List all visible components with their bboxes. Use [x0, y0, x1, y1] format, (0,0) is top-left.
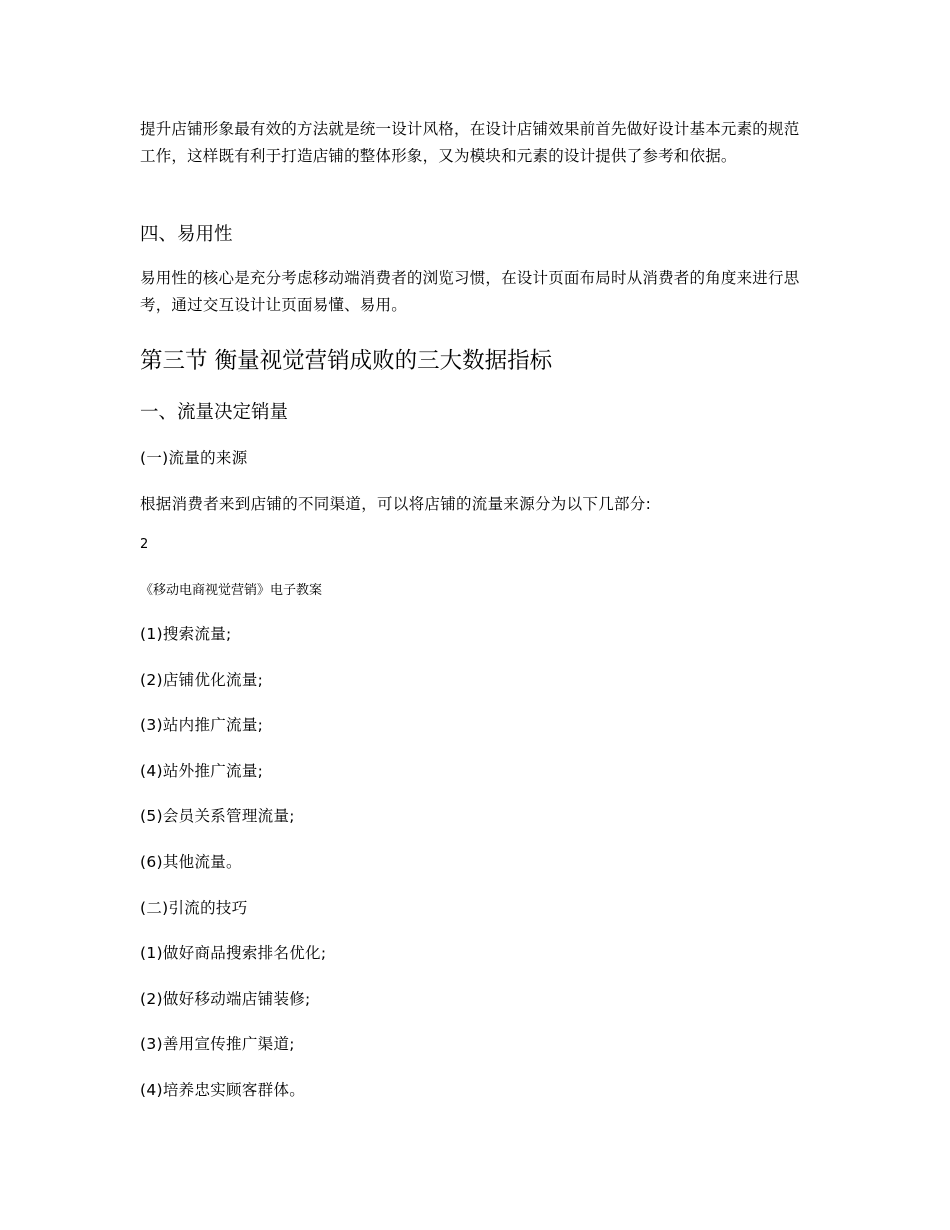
- list-item: (4)培养忠实顾客群体。: [140, 1081, 306, 1099]
- list-item: (6)其他流量。: [140, 853, 242, 871]
- list-item: (3)善用宣传推广渠道;: [140, 1035, 295, 1053]
- list-item: (1)做好商品搜索排名优化;: [140, 944, 327, 962]
- usability-paragraph: 易用性的核心是充分考虑移动端消费者的浏览习惯，在设计页面布局时从消费者的角度来进行思考，通过交互设计让页面易懂、易用。: [140, 269, 800, 314]
- running-header: 《移动电商视觉营销》电子教案: [140, 583, 323, 598]
- subheading-traffic-source: (一)流量的来源: [140, 449, 248, 467]
- list-item: (3)站内推广流量;: [140, 716, 264, 734]
- page-number: 2: [140, 537, 149, 552]
- heading-traffic: 一、流量决定销量: [140, 402, 289, 423]
- traffic-source-intro: 根据消费者来到店铺的不同渠道，可以将店铺的流量来源分为以下几部分:: [140, 495, 652, 513]
- list-item: (2)店铺优化流量;: [140, 671, 264, 689]
- heading-usability: 四、易用性: [140, 224, 233, 245]
- subheading-traffic-tips: (二)引流的技巧: [140, 899, 248, 917]
- section-title: 第三节 衡量视觉营销成败的三大数据指标: [140, 348, 553, 374]
- intro-paragraph: 提升店铺形象最有效的方法就是统一设计风格，在设计店铺效果前首先做好设计基本元素的规范工作，这样既有利于打造店铺的整体形象，又为模块和元素的设计提供了参考和依据。: [140, 120, 800, 165]
- list-item: (2)做好移动端店铺装修;: [140, 990, 311, 1008]
- list-item: (5)会员关系管理流量;: [140, 807, 295, 825]
- list-item: (1)搜索流量;: [140, 625, 232, 643]
- list-item: (4)站外推广流量;: [140, 762, 264, 780]
